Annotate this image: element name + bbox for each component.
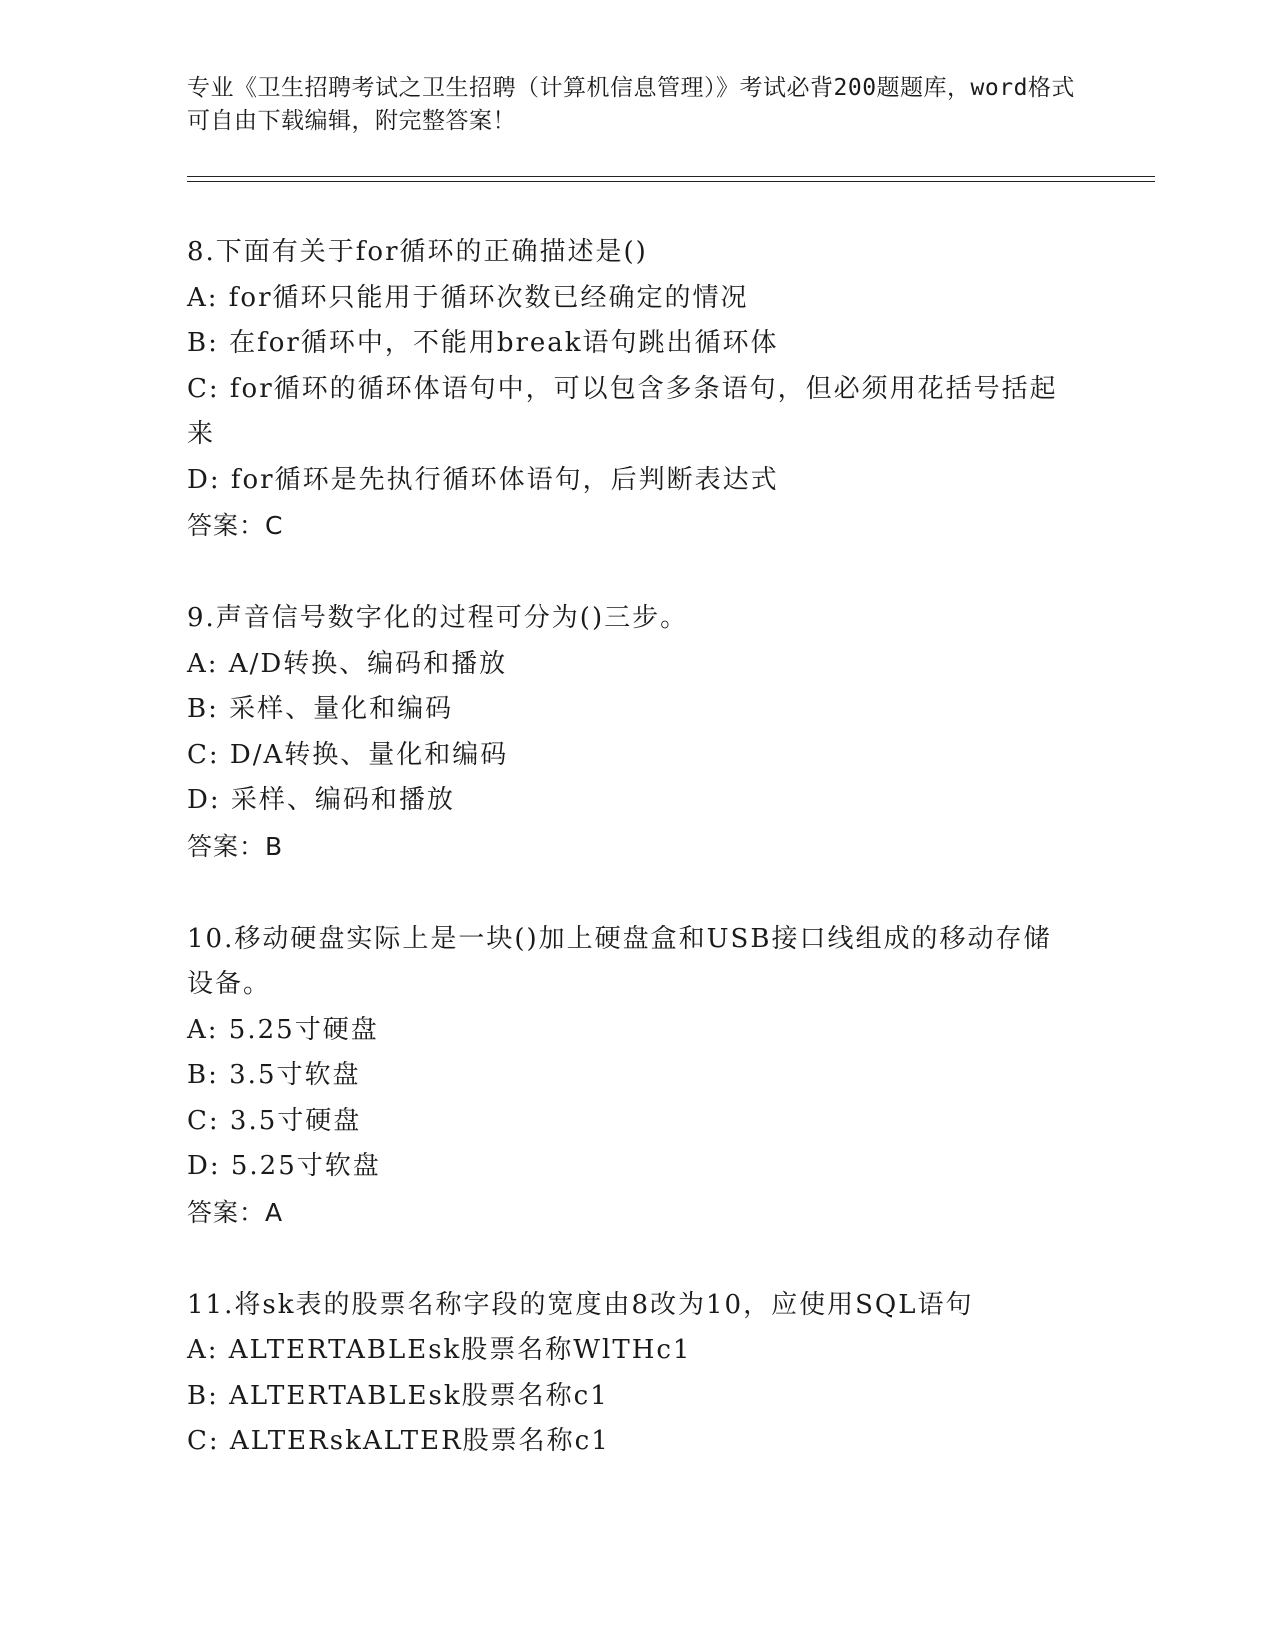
question-stem: 9.声音信号数字化的过程可分为()三步。	[187, 603, 689, 633]
question-list	[187, 230, 1067, 1465]
answer: 答案：B	[187, 831, 284, 861]
option-d: D: for循环是先执行循环体语句，后判断表达式	[187, 464, 779, 495]
option-c: C: D/A转换、量化和编码	[187, 739, 509, 770]
answer: 答案：A	[187, 1197, 284, 1227]
question-item	[187, 596, 1067, 869]
option-c: C: for循环的循环体语句中，可以包含多条语句，但必须用花括号括起来	[187, 373, 1058, 449]
option-a: A: ALTERTABLEsk股票名称WlTHc1	[187, 1335, 692, 1365]
option-c: C: 3.5寸硬盘	[187, 1105, 362, 1136]
option-b: B: 采样、量化和编码	[187, 694, 454, 724]
question-stem: 11.将sk表的股票名称字段的宽度由8改为10，应使用SQL语句	[187, 1289, 974, 1320]
option-a: A: for循环只能用于循环次数已经确定的情况	[187, 282, 749, 313]
document-header: 专业《卫生招聘考试之卫生招聘（计算机信息管理）》考试必背200题题库，word格式可自由下载编辑，附完整答案！	[187, 75, 1075, 134]
option-b: B: ALTERTABLEsk股票名称c1	[187, 1380, 609, 1411]
answer: 答案：C	[187, 511, 284, 540]
option-b: B: 3.5寸软盘	[187, 1060, 361, 1090]
header-double-rule	[187, 176, 1155, 182]
question-item	[187, 917, 1067, 1235]
question-stem: 8.下面有关于for循环的正确描述是()	[187, 237, 648, 267]
option-b: B: 在for循环中，不能用break语句跳出循环体	[187, 328, 779, 358]
question-item	[187, 1283, 1067, 1465]
option-d: D: 采样、编码和播放	[187, 785, 455, 815]
question-stem: 10.移动硬盘实际上是一块()加上硬盘盒和USB接口线组成的移动存储设备。	[187, 923, 1052, 999]
option-d: D: 5.25寸软盘	[187, 1151, 381, 1181]
option-a: A: A/D转换、编码和播放	[187, 648, 508, 679]
option-a: A: 5.25寸硬盘	[187, 1014, 379, 1045]
option-c: C: ALTERskALTER股票名称c1	[187, 1426, 610, 1456]
question-item	[187, 230, 1067, 548]
